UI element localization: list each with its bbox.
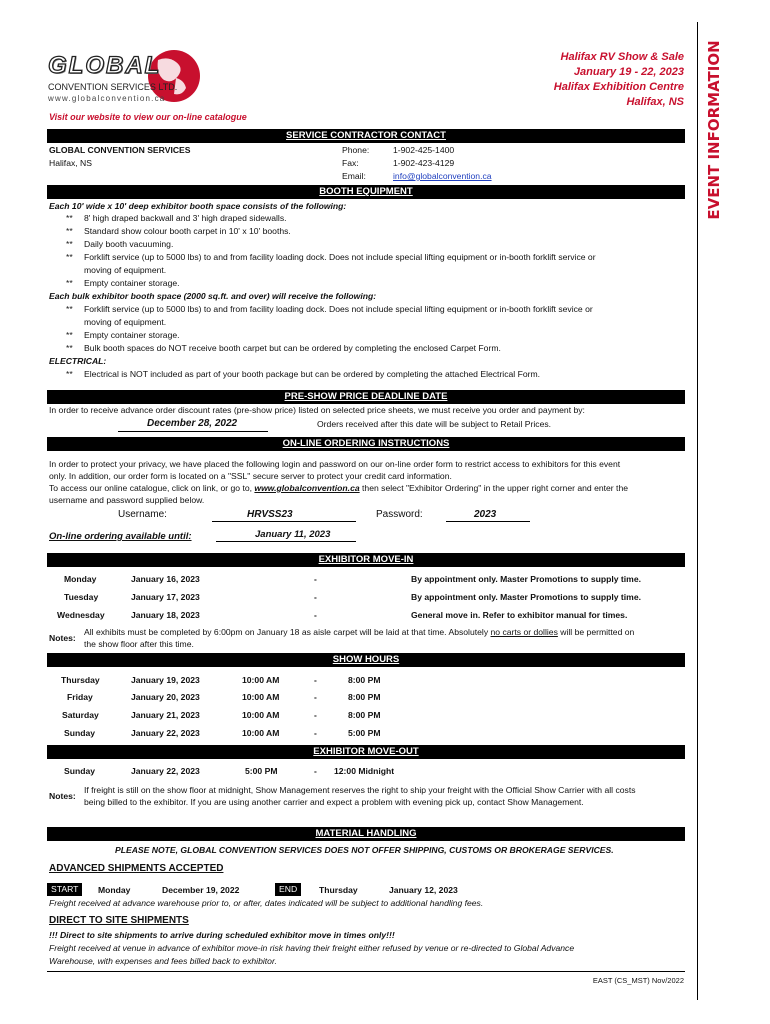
ordering-paragraph-4: username and password supplied below. (49, 495, 205, 505)
movein-section-header: EXHIBITOR MOVE-IN (47, 553, 685, 567)
booth-item: Standard show colour booth carpet in 10' x 10' booths. (84, 226, 291, 236)
contact-company: GLOBAL CONVENTION SERVICES (49, 145, 191, 155)
event-name: Halifax RV Show & Sale (560, 51, 684, 63)
hours-open: 10:00 AM (242, 692, 280, 702)
bullet: ** (66, 304, 73, 314)
end-day: Thursday (319, 885, 358, 895)
event-venue: Halifax Exhibition Centre (553, 81, 684, 93)
deadline-section-header: PRE-SHOW PRICE DEADLINE DATE (47, 390, 685, 404)
password-value: 2023 (474, 509, 497, 520)
phone-label: Phone: (342, 145, 370, 155)
hours-dash: - (314, 675, 317, 685)
direct-shipments-text-2: Warehouse, with expenses and fees billed back to exhibitor. (49, 956, 277, 966)
email-link[interactable]: info@globalconvention.ca (393, 171, 492, 181)
movein-notes-line-2: the show floor after this time. (84, 639, 194, 649)
movein-date: January 17, 2023 (131, 592, 200, 602)
movein-day: Tuesday (64, 592, 99, 602)
fax-label: Fax: (342, 158, 359, 168)
deadline-text: In order to receive advance order discount rates (pre-show price) listed on selected price sheets, we must receive you order and payment by: (49, 405, 585, 415)
logo-name: GLOBAL (48, 52, 162, 79)
material-notice: PLEASE NOTE, GLOBAL CONVENTION SERVICES DOES NOT OFFER SHIPPING, CUSTOMS OR BROKERAGE SERVICES. (115, 845, 614, 855)
bullet: ** (66, 330, 73, 340)
booth-item: Daily booth vacuuming. (84, 239, 174, 249)
hours-open: 10:00 AM (242, 675, 280, 685)
booth-item: 8' high draped backwall and 3' high draped sidewalls. (84, 213, 287, 223)
hours-close: 8:00 PM (348, 692, 381, 702)
hours-day: Saturday (62, 710, 99, 720)
ordering-until-date: January 11, 2023 (255, 529, 331, 540)
hours-day: Sunday (64, 728, 96, 738)
ordering-section-header: ON-LINE ORDERING INSTRUCTIONS (47, 437, 685, 451)
ordering-text: then select "Exhibitor Ordering" in the upper right corner and enter the (362, 483, 629, 493)
advanced-shipments-heading: ADVANCED SHIPMENTS ACCEPTED (49, 863, 224, 874)
hours-day: Friday (67, 692, 93, 702)
ordering-until-label: On-line ordering available until: (49, 531, 192, 542)
movein-dash: - (314, 610, 317, 620)
bullet: ** (66, 239, 73, 249)
moveout-date: January 22, 2023 (131, 766, 200, 776)
ordering-text: To access our online catalogue, click on link, or go to, (49, 483, 253, 493)
movein-notes-text: All exhibits must be completed by 6:00pm on January 18 as aisle carpet will be laid at that time. Absolutely (84, 627, 489, 637)
company-logo (46, 46, 206, 108)
start-label: START (47, 883, 82, 896)
event-city: Halifax, NS (626, 96, 684, 108)
bulk-item: Bulk booth spaces do NOT receive booth carpet but can be ordered by completing the enclosed Carpet Form. (84, 343, 501, 353)
event-information-label: EVENT INFORMATION (705, 40, 723, 220)
moveout-dash: - (314, 766, 317, 776)
booth-section-header: BOOTH EQUIPMENT (47, 185, 685, 199)
bullet: ** (66, 278, 73, 288)
logo-subtitle: CONVENTION SERVICES LTD. (48, 82, 178, 92)
hours-date: January 21, 2023 (131, 710, 200, 720)
hours-section-header: SHOW HOURS (47, 653, 685, 667)
booth-item-continued: moving of equipment. (84, 265, 167, 275)
direct-shipments-heading: DIRECT TO SITE SHIPMENTS (49, 915, 189, 926)
electrical-item: Electrical is NOT included as part of your booth package but can be ordered by completing the attached Electrical Form. (84, 369, 541, 379)
moveout-notes-line-1: If freight is still on the show floor at midnight, Show Management reserves the right to ship your freight with the Official Show Carrier with all costs (84, 785, 636, 795)
direct-shipments-text-1: Freight received at venue in advance of exhibitor move-in risk having their freight either refused by venue or re-directed to Global Advance (49, 943, 575, 953)
movein-note: By appointment only. Master Promotions to supply time. (411, 574, 641, 584)
hours-day: Thursday (61, 675, 100, 685)
contact-section-header: SERVICE CONTRACTOR CONTACT (47, 129, 685, 143)
material-section-header: MATERIAL HANDLING (47, 827, 685, 841)
moveout-open: 5:00 PM (245, 766, 278, 776)
footer-divider (47, 971, 685, 972)
hours-date: January 20, 2023 (131, 692, 200, 702)
start-date: December 19, 2022 (162, 885, 240, 895)
password-underline (446, 521, 530, 522)
ordering-paragraph-1: In order to protect your privacy, we have placed the following login and password on our on-line order form to restrict access to exhibitors for this event (49, 459, 621, 469)
moveout-section-header: EXHIBITOR MOVE-OUT (47, 745, 685, 759)
password-label: Password: (376, 509, 423, 520)
movein-notes-text: will be permitted on (560, 627, 635, 637)
ordering-paragraph-3 (49, 483, 628, 493)
booth-item: Empty container storage. (84, 278, 180, 288)
username-value: HRVSS23 (247, 509, 293, 520)
event-dates: January 19 - 22, 2023 (573, 66, 684, 78)
bulk-item-continued: moving of equipment. (84, 317, 167, 327)
event-details (554, 50, 684, 110)
movein-note: By appointment only. Master Promotions to supply time. (411, 592, 641, 602)
end-label: END (275, 883, 301, 896)
bulk-booth-heading: Each bulk exhibitor booth space (2000 sq.ft. and over) will receive the following: (49, 291, 377, 301)
bullet: ** (66, 369, 73, 379)
movein-note: General move in. Refer to exhibitor manual for times. (411, 610, 628, 620)
start-day: Monday (98, 885, 131, 895)
movein-day: Wednesday (57, 610, 105, 620)
phone-value: 1-902-425-1400 (393, 145, 455, 155)
fax-value: 1-902-423-4129 (393, 158, 455, 168)
hours-close: 8:00 PM (348, 675, 381, 685)
bullet: ** (66, 213, 73, 223)
booth-item: Forklift service (up to 5000 lbs) to and from facility loading dock. Does not include special lifting equipment or in-booth forklift service or (84, 252, 596, 262)
movein-dash: - (314, 574, 317, 584)
movein-day: Monday (64, 574, 97, 584)
standard-booth-heading: Each 10' wide x 10' deep exhibitor booth space consists of the following: (49, 201, 347, 211)
movein-dash: - (314, 592, 317, 602)
movein-notes-line-1 (84, 627, 634, 637)
catalogue-link[interactable]: Visit our website to view our on-line catalogue (49, 112, 247, 122)
deadline-date-underline (118, 431, 268, 432)
hours-dash: - (314, 710, 317, 720)
movein-notes-label: Notes: (49, 633, 76, 643)
moveout-notes-line-2: being billed to the exhibitor. If you are using another carrier and expect a problem with evening pick up, contact Show Management. (84, 797, 584, 807)
moveout-day: Sunday (64, 766, 96, 776)
hours-close: 5:00 PM (348, 728, 381, 738)
username-label: Username: (118, 509, 167, 520)
ordering-paragraph-2: only. In addition, our order form is located on a "SSL" secure server to protect your credit card information. (49, 471, 452, 481)
movein-notes-emphasis: no carts or dollies (490, 627, 558, 637)
movein-date: January 16, 2023 (131, 574, 200, 584)
hours-close: 8:00 PM (348, 710, 381, 720)
until-underline (216, 541, 356, 542)
website-link[interactable]: www.globalconvention.ca (254, 483, 360, 493)
movein-date: January 18, 2023 (131, 610, 200, 620)
email-label: Email: (342, 171, 366, 181)
logo-url: www.globalconvention.ca (48, 94, 166, 103)
hours-dash: - (314, 692, 317, 702)
moveout-close: 12:00 Midnight (334, 766, 395, 776)
advanced-shipments-note: Freight received at advance warehouse prior to, or after, dates indicated will be subject to additional handling fees. (49, 898, 484, 908)
contact-city: Halifax, NS (49, 158, 92, 168)
username-underline (212, 521, 356, 522)
direct-shipments-warning: !!! Direct to site shipments to arrive during scheduled exhibitor move in times only!!! (49, 930, 395, 940)
hours-dash: - (314, 728, 317, 738)
hours-open: 10:00 AM (242, 710, 280, 720)
form-code: EAST (CS_MST) Nov/2022 (592, 976, 684, 985)
deadline-after-text: Orders received after this date will be subject to Retail Prices. (317, 419, 552, 429)
moveout-notes-label: Notes: (49, 791, 76, 801)
side-divider (697, 22, 698, 1000)
bulk-item: Forklift service (up to 5000 lbs) to and from facility loading dock. Does not include special lifting equipment or in-booth forklift sevice or (84, 304, 593, 314)
bulk-item: Empty container storage. (84, 330, 180, 340)
bullet: ** (66, 252, 73, 262)
deadline-date: December 28, 2022 (147, 418, 238, 429)
hours-date: January 19, 2023 (131, 675, 200, 685)
hours-open: 10:00 AM (242, 728, 280, 738)
hours-date: January 22, 2023 (131, 728, 200, 738)
electrical-heading: ELECTRICAL: (49, 356, 107, 366)
bullet: ** (66, 226, 73, 236)
bullet: ** (66, 343, 73, 353)
end-date: January 12, 2023 (389, 885, 458, 895)
